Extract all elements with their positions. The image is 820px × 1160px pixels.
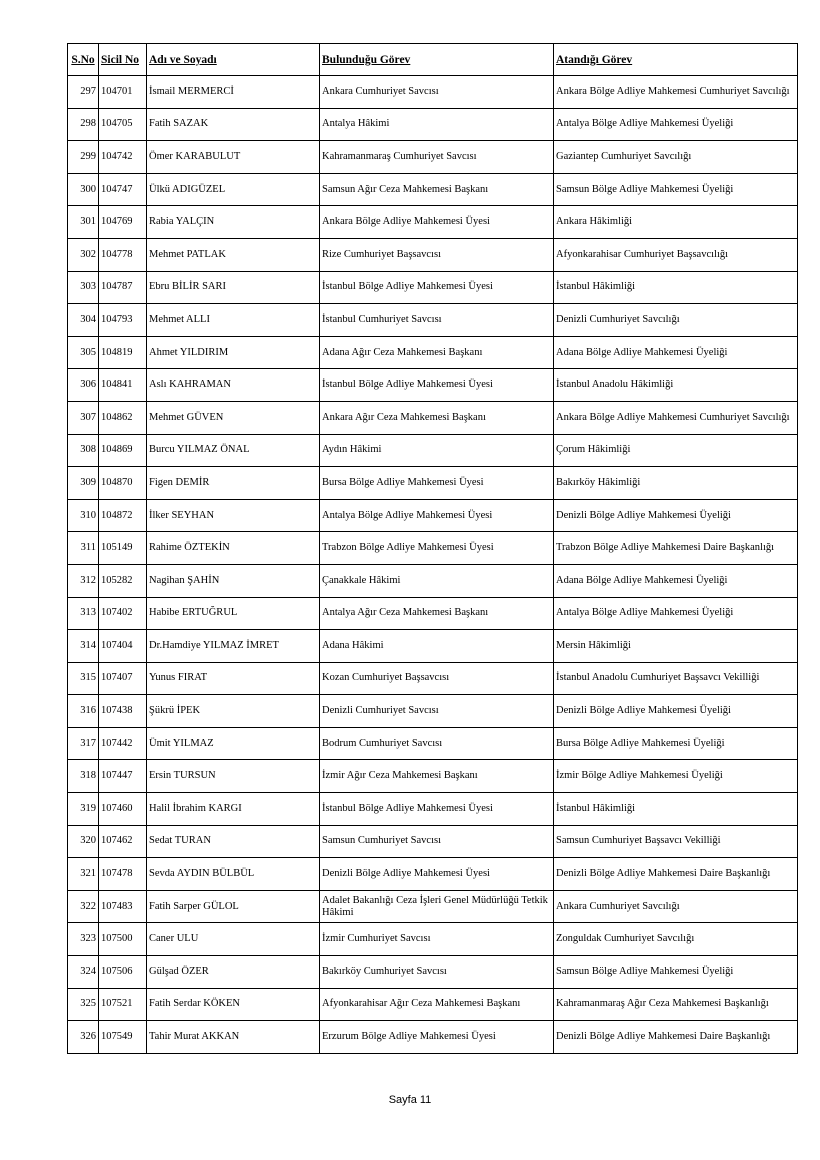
page-number: Sayfa 11 [388, 1094, 432, 1106]
cell-sicil-no: 104870 [99, 467, 147, 500]
cell-sno: 299 [68, 141, 99, 174]
cell-sno: 315 [68, 662, 99, 695]
cell-current-position: Çanakkale Hâkimi [320, 564, 554, 597]
cell-name: Dr.Hamdiye YILMAZ İMRET [147, 630, 320, 663]
cell-sicil-no: 104787 [99, 271, 147, 304]
cell-assigned-position: Çorum Hâkimliği [554, 434, 798, 467]
cell-sicil-no: 104778 [99, 238, 147, 271]
table-row [68, 238, 798, 271]
cell-name: Figen DEMİR [147, 467, 320, 500]
table-row [68, 304, 798, 337]
cell-sno: 316 [68, 695, 99, 728]
cell-sicil-no: 107506 [99, 956, 147, 989]
cell-sicil-no: 107549 [99, 1021, 147, 1054]
cell-sicil-no: 107500 [99, 923, 147, 956]
cell-current-position: İzmir Ağır Ceza Mahkemesi Başkanı [320, 760, 554, 793]
cell-sicil-no: 104841 [99, 369, 147, 402]
cell-sicil-no: 104872 [99, 499, 147, 532]
cell-current-position: Denizli Cumhuriyet Savcısı [320, 695, 554, 728]
cell-sno: 312 [68, 564, 99, 597]
cell-sicil-no: 107462 [99, 825, 147, 858]
table-row [68, 956, 798, 989]
cell-sno: 309 [68, 467, 99, 500]
cell-assigned-position: Kahramanmaraş Ağır Ceza Mahkemesi Başkanlığı [554, 988, 798, 1021]
cell-assigned-position: İstanbul Anadolu Hâkimliği [554, 369, 798, 402]
cell-assigned-position: Ankara Bölge Adliye Mahkemesi Cumhuriyet Savcılığı [554, 76, 798, 109]
cell-sno: 324 [68, 956, 99, 989]
cell-assigned-position: Ankara Hâkimliği [554, 206, 798, 239]
cell-assigned-position: Denizli Cumhuriyet Savcılığı [554, 304, 798, 337]
table-row [68, 630, 798, 663]
appointments-table [67, 43, 798, 1054]
table-body [68, 76, 798, 1054]
cell-current-position: Kahramanmaraş Cumhuriyet Savcısı [320, 141, 554, 174]
cell-assigned-position: Samsun Bölge Adliye Mahkemesi Üyeliği [554, 173, 798, 206]
cell-assigned-position: Ankara Bölge Adliye Mahkemesi Cumhuriyet Savcılığı [554, 401, 798, 434]
table-row [68, 369, 798, 402]
cell-assigned-position: Bakırköy Hâkimliği [554, 467, 798, 500]
cell-name: Halil İbrahim KARGI [147, 793, 320, 826]
table-row [68, 401, 798, 434]
cell-sicil-no: 104705 [99, 108, 147, 141]
cell-sicil-no: 107460 [99, 793, 147, 826]
table-row [68, 825, 798, 858]
cell-name: Nagihan ŞAHİN [147, 564, 320, 597]
cell-assigned-position: Denizli Bölge Adliye Mahkemesi Üyeliği [554, 499, 798, 532]
cell-current-position: Afyonkarahisar Ağır Ceza Mahkemesi Başkanı [320, 988, 554, 1021]
cell-name: Caner ULU [147, 923, 320, 956]
cell-name: Yunus FIRAT [147, 662, 320, 695]
cell-sno: 304 [68, 304, 99, 337]
cell-name: Ülkü ADIGÜZEL [147, 173, 320, 206]
cell-assigned-position: Trabzon Bölge Adliye Mahkemesi Daire Başkanlığı [554, 532, 798, 565]
cell-name: Ersin TURSUN [147, 760, 320, 793]
cell-name: Burcu YILMAZ ÖNAL [147, 434, 320, 467]
cell-sicil-no: 104869 [99, 434, 147, 467]
cell-sicil-no: 104819 [99, 336, 147, 369]
table-row [68, 434, 798, 467]
table-row [68, 532, 798, 565]
cell-sno: 307 [68, 401, 99, 434]
cell-name: İsmail MERMERCİ [147, 76, 320, 109]
cell-current-position: Rize Cumhuriyet Başsavcısı [320, 238, 554, 271]
cell-sno: 323 [68, 923, 99, 956]
table-header-row [68, 44, 798, 76]
cell-sicil-no: 104747 [99, 173, 147, 206]
cell-current-position: Antalya Bölge Adliye Mahkemesi Üyesi [320, 499, 554, 532]
cell-name: Habibe ERTUĞRUL [147, 597, 320, 630]
cell-name: Fatih Serdar KÖKEN [147, 988, 320, 1021]
cell-assigned-position: İzmir Bölge Adliye Mahkemesi Üyeliği [554, 760, 798, 793]
table-row [68, 499, 798, 532]
cell-name: Sedat TURAN [147, 825, 320, 858]
cell-name: Sevda AYDIN BÜLBÜL [147, 858, 320, 891]
cell-name: Ahmet YILDIRIM [147, 336, 320, 369]
cell-name: Fatih SAZAK [147, 108, 320, 141]
table-row [68, 858, 798, 891]
header-sno: S.No [68, 44, 99, 76]
cell-current-position: Ankara Bölge Adliye Mahkemesi Üyesi [320, 206, 554, 239]
cell-sicil-no: 104701 [99, 76, 147, 109]
cell-name: Ebru BİLİR SARI [147, 271, 320, 304]
cell-sno: 306 [68, 369, 99, 402]
header-name: Adı ve Soyadı [147, 44, 320, 76]
cell-current-position: İstanbul Cumhuriyet Savcısı [320, 304, 554, 337]
table-row [68, 597, 798, 630]
cell-name: Ömer KARABULUT [147, 141, 320, 174]
cell-current-position: İzmir Cumhuriyet Savcısı [320, 923, 554, 956]
cell-name: Mehmet PATLAK [147, 238, 320, 271]
cell-sno: 321 [68, 858, 99, 891]
cell-sicil-no: 107442 [99, 727, 147, 760]
cell-current-position: Adana Ağır Ceza Mahkemesi Başkanı [320, 336, 554, 369]
cell-name: Mehmet ALLI [147, 304, 320, 337]
cell-name: Ümit YILMAZ [147, 727, 320, 760]
cell-assigned-position: Adana Bölge Adliye Mahkemesi Üyeliği [554, 336, 798, 369]
cell-current-position: Denizli Bölge Adliye Mahkemesi Üyesi [320, 858, 554, 891]
header-current-position: Bulunduğu Görev [320, 44, 554, 76]
cell-name: Şükrü İPEK [147, 695, 320, 728]
cell-assigned-position: İstanbul Hâkimliği [554, 271, 798, 304]
cell-sno: 313 [68, 597, 99, 630]
cell-sno: 317 [68, 727, 99, 760]
table-row [68, 923, 798, 956]
cell-name: Mehmet GÜVEN [147, 401, 320, 434]
cell-current-position: Adalet Bakanlığı Ceza İşleri Genel Müdürlüğü Tetkik Hâkimi [320, 890, 554, 923]
cell-assigned-position: Bursa Bölge Adliye Mahkemesi Üyeliği [554, 727, 798, 760]
cell-current-position: İstanbul Bölge Adliye Mahkemesi Üyesi [320, 271, 554, 304]
cell-name: Gülşad ÖZER [147, 956, 320, 989]
table-row [68, 695, 798, 728]
cell-sicil-no: 104769 [99, 206, 147, 239]
cell-assigned-position: İstanbul Anadolu Cumhuriyet Başsavcı Vekilliği [554, 662, 798, 695]
table-row [68, 727, 798, 760]
cell-assigned-position: Gaziantep Cumhuriyet Savcılığı [554, 141, 798, 174]
cell-current-position: Samsun Ağır Ceza Mahkemesi Başkanı [320, 173, 554, 206]
cell-assigned-position: Zonguldak Cumhuriyet Savcılığı [554, 923, 798, 956]
cell-sicil-no: 107483 [99, 890, 147, 923]
cell-sicil-no: 107402 [99, 597, 147, 630]
cell-assigned-position: Mersin Hâkimliği [554, 630, 798, 663]
table-row [68, 173, 798, 206]
table-row [68, 141, 798, 174]
header-sicil-no: Sicil No [99, 44, 147, 76]
cell-sno: 314 [68, 630, 99, 663]
cell-sno: 297 [68, 76, 99, 109]
cell-sicil-no: 107438 [99, 695, 147, 728]
header-assigned-position: Atandığı Görev [554, 44, 798, 76]
cell-sno: 298 [68, 108, 99, 141]
table-row [68, 467, 798, 500]
cell-current-position: İstanbul Bölge Adliye Mahkemesi Üyesi [320, 793, 554, 826]
cell-assigned-position: Samsun Bölge Adliye Mahkemesi Üyeliği [554, 956, 798, 989]
cell-assigned-position: Antalya Bölge Adliye Mahkemesi Üyeliği [554, 108, 798, 141]
cell-current-position: Bodrum Cumhuriyet Savcısı [320, 727, 554, 760]
cell-name: Rabia YALÇIN [147, 206, 320, 239]
cell-name: Fatih Sarper GÜLOL [147, 890, 320, 923]
cell-sno: 318 [68, 760, 99, 793]
cell-current-position: Kozan Cumhuriyet Başsavcısı [320, 662, 554, 695]
cell-sno: 305 [68, 336, 99, 369]
table-row [68, 336, 798, 369]
cell-sno: 311 [68, 532, 99, 565]
cell-name: Aslı KAHRAMAN [147, 369, 320, 402]
cell-sno: 320 [68, 825, 99, 858]
cell-sno: 308 [68, 434, 99, 467]
cell-assigned-position: Adana Bölge Adliye Mahkemesi Üyeliği [554, 564, 798, 597]
cell-current-position: İstanbul Bölge Adliye Mahkemesi Üyesi [320, 369, 554, 402]
table-row [68, 890, 798, 923]
table-row [68, 1021, 798, 1054]
cell-current-position: Bursa Bölge Adliye Mahkemesi Üyesi [320, 467, 554, 500]
cell-sicil-no: 107447 [99, 760, 147, 793]
cell-sicil-no: 104793 [99, 304, 147, 337]
cell-sicil-no: 107407 [99, 662, 147, 695]
cell-current-position: Samsun Cumhuriyet Savcısı [320, 825, 554, 858]
table-row [68, 76, 798, 109]
cell-current-position: Antalya Hâkimi [320, 108, 554, 141]
cell-assigned-position: Afyonkarahisar Cumhuriyet Başsavcılığı [554, 238, 798, 271]
table-row [68, 793, 798, 826]
cell-assigned-position: Denizli Bölge Adliye Mahkemesi Daire Başkanlığı [554, 858, 798, 891]
table-row [68, 108, 798, 141]
cell-sno: 322 [68, 890, 99, 923]
cell-name: Tahir Murat AKKAN [147, 1021, 320, 1054]
cell-name: İlker SEYHAN [147, 499, 320, 532]
cell-sno: 303 [68, 271, 99, 304]
cell-current-position: Antalya Ağır Ceza Mahkemesi Başkanı [320, 597, 554, 630]
cell-sicil-no: 104862 [99, 401, 147, 434]
cell-sicil-no: 107404 [99, 630, 147, 663]
cell-current-position: Bakırköy Cumhuriyet Savcısı [320, 956, 554, 989]
cell-current-position: Ankara Ağır Ceza Mahkemesi Başkanı [320, 401, 554, 434]
cell-assigned-position: Samsun Cumhuriyet Başsavcı Vekilliği [554, 825, 798, 858]
cell-sno: 301 [68, 206, 99, 239]
cell-sno: 326 [68, 1021, 99, 1054]
cell-sicil-no: 105282 [99, 564, 147, 597]
cell-sno: 319 [68, 793, 99, 826]
cell-name: Rahime ÖZTEKİN [147, 532, 320, 565]
table-row [68, 760, 798, 793]
cell-sno: 310 [68, 499, 99, 532]
table-row [68, 662, 798, 695]
cell-sicil-no: 107478 [99, 858, 147, 891]
cell-assigned-position: Denizli Bölge Adliye Mahkemesi Daire Başkanlığı [554, 1021, 798, 1054]
cell-current-position: Trabzon Bölge Adliye Mahkemesi Üyesi [320, 532, 554, 565]
cell-assigned-position: İstanbul Hâkimliği [554, 793, 798, 826]
table-row [68, 271, 798, 304]
cell-current-position: Aydın Hâkimi [320, 434, 554, 467]
cell-current-position: Adana Hâkimi [320, 630, 554, 663]
cell-sicil-no: 107521 [99, 988, 147, 1021]
cell-assigned-position: Antalya Bölge Adliye Mahkemesi Üyeliği [554, 597, 798, 630]
cell-current-position: Erzurum Bölge Adliye Mahkemesi Üyesi [320, 1021, 554, 1054]
table-row [68, 988, 798, 1021]
table-row [68, 564, 798, 597]
cell-sno: 300 [68, 173, 99, 206]
cell-assigned-position: Ankara Cumhuriyet Savcılığı [554, 890, 798, 923]
cell-sicil-no: 105149 [99, 532, 147, 565]
cell-sicil-no: 104742 [99, 141, 147, 174]
cell-assigned-position: Denizli Bölge Adliye Mahkemesi Üyeliği [554, 695, 798, 728]
cell-current-position: Ankara Cumhuriyet Savcısı [320, 76, 554, 109]
cell-sno: 302 [68, 238, 99, 271]
cell-sno: 325 [68, 988, 99, 1021]
table-row [68, 206, 798, 239]
